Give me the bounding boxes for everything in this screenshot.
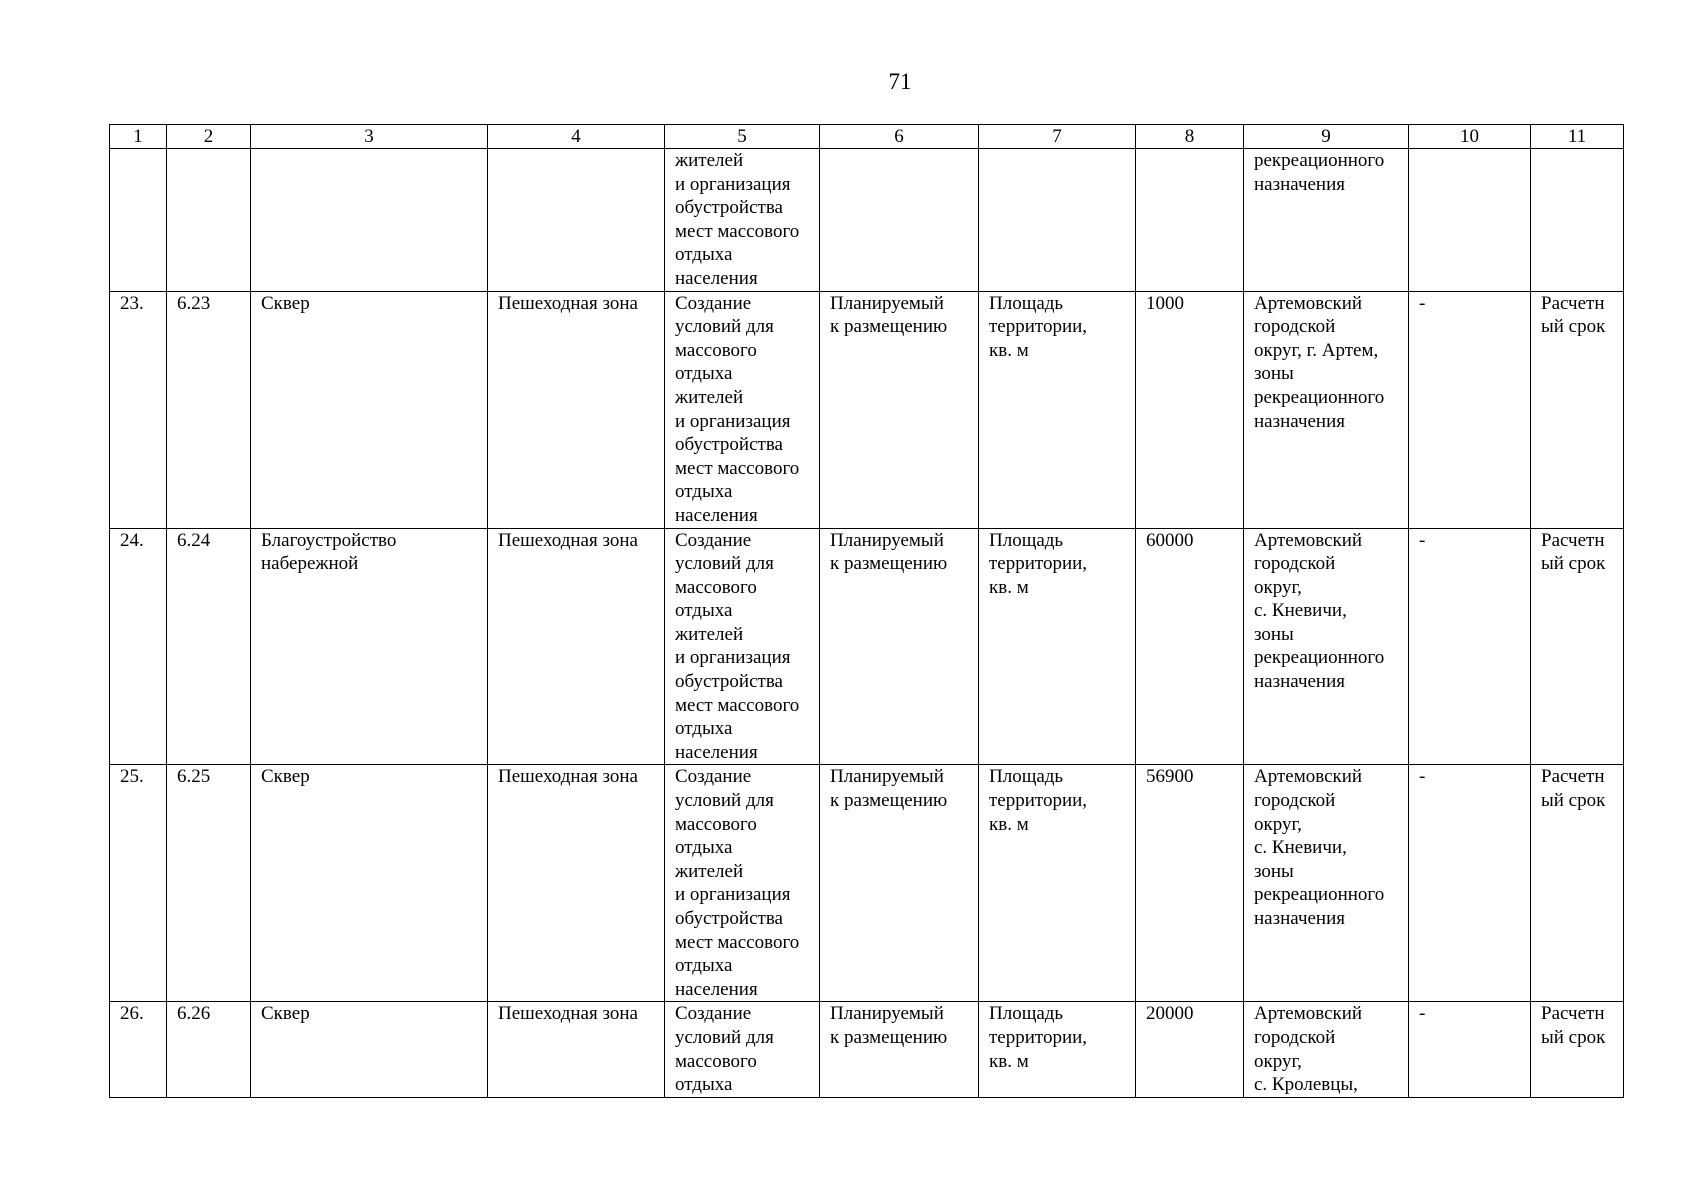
text-line: назначения (1254, 908, 1346, 929)
text-line: Площадь (989, 1003, 1064, 1025)
text-line: условий для (675, 790, 774, 812)
text-line: территории, (989, 553, 1088, 575)
text-line: округ, (1254, 1050, 1302, 1072)
cell-zone: Пешеходная зона (488, 528, 665, 765)
text-line: отдыха (675, 600, 733, 622)
cell-name (251, 149, 488, 292)
cell-location (1244, 1002, 1409, 1097)
text-line: Артемовский (1254, 529, 1363, 551)
text-line: Создание (675, 766, 752, 788)
cell-status (820, 528, 979, 765)
text-line: массового (675, 339, 757, 361)
cell-code: 6.24 (167, 528, 251, 765)
cell-purpose (665, 1002, 820, 1097)
text-line: жителей (675, 623, 744, 645)
cell-deadline (1531, 1002, 1624, 1097)
text-line: отдыха (675, 244, 733, 266)
cell-name: Сквер (251, 765, 488, 1002)
text-line: жителей (675, 386, 744, 408)
text-line: обустройства (675, 434, 783, 456)
cell-col10: - (1409, 291, 1531, 528)
page-number: 71 (888, 69, 912, 94)
text-line: мест массового (675, 931, 800, 953)
text-line: Расчетн (1541, 529, 1605, 551)
text-line: Планируемый (830, 292, 944, 314)
text-line: кв. м (989, 339, 1029, 361)
text-line: условий для (675, 316, 774, 338)
text-line: Планируемый (830, 766, 944, 788)
text-line: отдыха (675, 1074, 733, 1096)
text-line: мест массового (675, 220, 800, 242)
cell-location (1244, 528, 1409, 765)
cell-name: Сквер (251, 291, 488, 528)
text-line: рекреационного (1254, 884, 1385, 906)
text-line: с. Кневичи, (1254, 600, 1347, 622)
text-line: к размещению (830, 553, 948, 575)
cell-col10 (1409, 149, 1531, 292)
text-line: городской (1254, 1026, 1336, 1048)
text-line: мест массового (675, 457, 800, 479)
text-line: к размещению (830, 790, 948, 812)
text-line: городской (1254, 316, 1336, 338)
cell-num: 25. (110, 765, 167, 1002)
text-line: отдыха (675, 363, 733, 385)
text-line: мест массового (675, 694, 800, 716)
text-line: территории, (989, 1026, 1088, 1048)
text-line: кв. м (989, 813, 1029, 835)
cell-zone: Пешеходная зона (488, 291, 665, 528)
text-line: зоны (1254, 623, 1294, 645)
text-line: Создание (675, 1003, 752, 1025)
cell-code (167, 149, 251, 292)
cell-status (820, 149, 979, 292)
column-number: 11 (1531, 125, 1624, 149)
text-line: массового (675, 1050, 757, 1072)
cell-purpose (665, 149, 820, 292)
text-line: рекреационного (1254, 386, 1385, 408)
text-line: обустройства (675, 671, 783, 693)
cell-value (1136, 149, 1244, 292)
text-line: Расчетн (1541, 292, 1605, 314)
text-line: жителей (675, 150, 744, 171)
text-line: Создание (675, 529, 752, 551)
text-line: городской (1254, 790, 1336, 812)
cell-indicator (979, 149, 1136, 292)
text-line: Планируемый (830, 529, 944, 551)
text-line: населения (675, 741, 758, 763)
text-line: Создание (675, 292, 752, 314)
column-number: 1 (110, 125, 167, 149)
text-line: к размещению (830, 316, 948, 338)
text-line: рекреационного (1254, 150, 1385, 171)
text-line: и организация (675, 884, 791, 906)
table-row (110, 528, 1624, 765)
text-line: кв. м (989, 576, 1029, 598)
text-line: к размещению (830, 1026, 948, 1048)
table-row (110, 149, 1624, 292)
cell-status (820, 765, 979, 1002)
text-line: Артемовский (1254, 292, 1363, 314)
cell-deadline (1531, 765, 1624, 1002)
cell-value: 56900 (1136, 765, 1244, 1002)
text-line: зоны (1254, 860, 1294, 882)
text-line: округ, (1254, 813, 1302, 835)
column-number: 5 (665, 125, 820, 149)
text-line: городской (1254, 553, 1336, 575)
text-line: Артемовский (1254, 766, 1363, 788)
text-line: ый срок (1541, 316, 1606, 338)
text-line: округ, (1254, 576, 1302, 598)
text-line: Артемовский (1254, 1003, 1363, 1025)
text-line: Площадь (989, 529, 1064, 551)
cell-indicator (979, 765, 1136, 1002)
column-number: 2 (167, 125, 251, 149)
text-line: жителей (675, 860, 744, 882)
column-number: 9 (1244, 125, 1409, 149)
text-line: населения (675, 504, 758, 526)
cell-code: 6.23 (167, 291, 251, 528)
cell-code: 6.26 (167, 1002, 251, 1097)
cell-num: 26. (110, 1002, 167, 1097)
text-line: с. Кролевцы, (1254, 1074, 1358, 1096)
text-line: условий для (675, 1026, 774, 1048)
text-line: назначения (1254, 671, 1346, 693)
cell-location (1244, 291, 1409, 528)
cell-location (1244, 765, 1409, 1002)
cell-purpose (665, 291, 820, 528)
text-line: территории, (989, 790, 1088, 812)
cell-name: Благоустройство набережной (251, 528, 488, 765)
cell-value: 1000 (1136, 291, 1244, 528)
column-number-row (110, 125, 1624, 149)
text-line: массового (675, 576, 757, 598)
text-line: и организация (675, 173, 791, 195)
cell-value: 60000 (1136, 528, 1244, 765)
cell-deadline (1531, 149, 1624, 292)
text-line: ый срок (1541, 553, 1606, 575)
cell-col10: - (1409, 765, 1531, 1002)
text-line: обустройства (675, 197, 783, 219)
cell-num: 23. (110, 291, 167, 528)
table-row (110, 1002, 1624, 1097)
text-line: и организация (675, 410, 791, 432)
cell-deadline (1531, 291, 1624, 528)
text-line: условий для (675, 553, 774, 575)
column-number: 6 (820, 125, 979, 149)
text-line: назначения (1254, 410, 1346, 432)
text-line: населения (675, 978, 758, 1000)
text-line: отдыха (675, 481, 733, 503)
cell-name: Сквер (251, 1002, 488, 1097)
cell-status (820, 1002, 979, 1097)
column-number: 4 (488, 125, 665, 149)
text-line: рекреационного (1254, 647, 1385, 669)
cell-num (110, 149, 167, 292)
cell-indicator (979, 291, 1136, 528)
cell-location (1244, 149, 1409, 292)
text-line: Расчетн (1541, 1003, 1605, 1025)
cell-zone (488, 149, 665, 292)
table-row (110, 291, 1624, 528)
text-line: Планируемый (830, 1003, 944, 1025)
text-line: Расчетн (1541, 766, 1605, 788)
text-line: кв. м (989, 1050, 1029, 1072)
column-number: 8 (1136, 125, 1244, 149)
text-line: обустройства (675, 908, 783, 929)
text-line: Площадь (989, 766, 1064, 788)
cell-status (820, 291, 979, 528)
cell-zone: Пешеходная зона (488, 765, 665, 1002)
text-line: территории, (989, 316, 1088, 338)
text-line: и организация (675, 647, 791, 669)
cell-deadline (1531, 528, 1624, 765)
cell-code: 6.25 (167, 765, 251, 1002)
text-line: Площадь (989, 292, 1064, 314)
cell-num: 24. (110, 528, 167, 765)
column-number: 7 (979, 125, 1136, 149)
text-line: ый срок (1541, 1026, 1606, 1048)
text-line: массового (675, 813, 757, 835)
text-line: с. Кневичи, (1254, 837, 1347, 859)
column-number: 10 (1409, 125, 1531, 149)
text-line: населения (675, 267, 758, 289)
cell-purpose (665, 765, 820, 1002)
cell-value: 20000 (1136, 1002, 1244, 1097)
cell-indicator (979, 1002, 1136, 1097)
cell-indicator (979, 528, 1136, 765)
text-line: зоны (1254, 363, 1294, 385)
table-row (110, 765, 1624, 1002)
text-line: отдыха (675, 955, 733, 977)
cell-col10: - (1409, 528, 1531, 765)
text-line: отдыха (675, 837, 733, 859)
cell-zone: Пешеходная зона (488, 1002, 665, 1097)
text-line: округ, г. Артем, (1254, 339, 1379, 361)
text-line: отдыха (675, 718, 733, 740)
objects-table (109, 124, 1624, 1098)
column-number: 3 (251, 125, 488, 149)
text-line: назначения (1254, 173, 1346, 195)
text-line: ый срок (1541, 790, 1606, 812)
cell-purpose (665, 528, 820, 765)
cell-col10: - (1409, 1002, 1531, 1097)
